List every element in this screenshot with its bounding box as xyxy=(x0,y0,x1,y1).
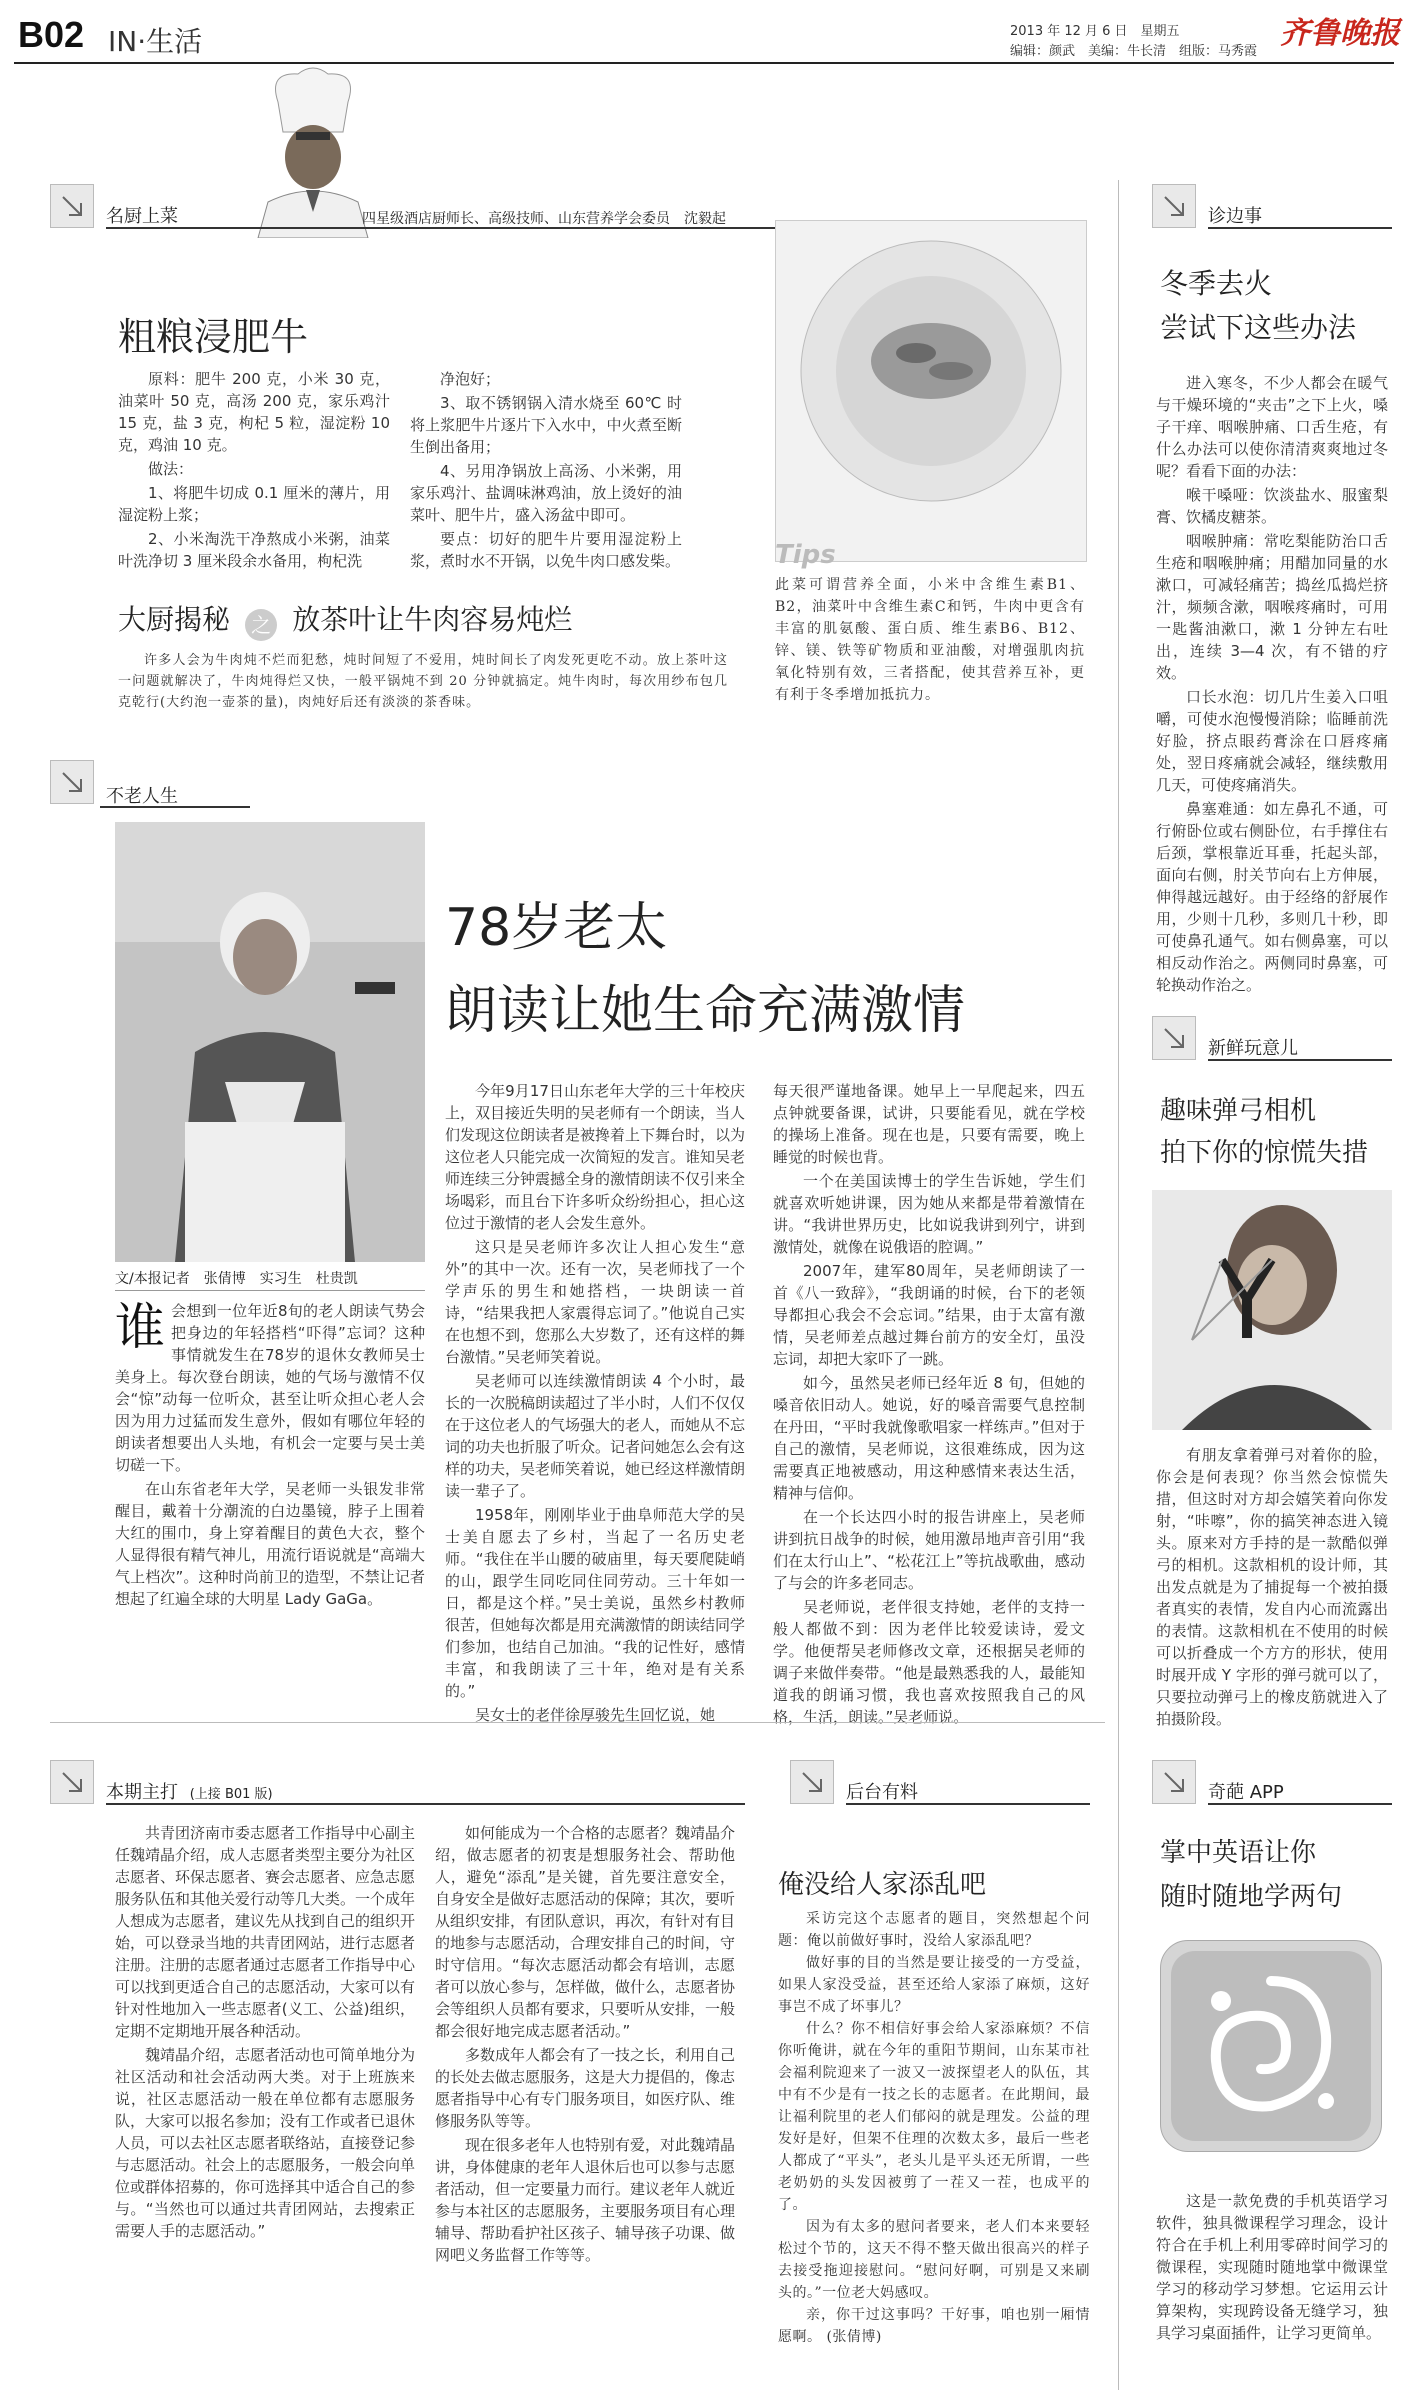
topic-paragraph: 共青团济南市委志愿者工作指导中心副主任魏靖晶介绍，成人志愿者类型主要分为社区志愿者、环保志愿者、赛会志愿者、应急志愿服务队伍和其他关爱行动等几大类。一个成年人想成为志愿者，建议先从找到自己的组织开始，可以登录当地的共青团网站，进行志愿者注册。注册的志愿者通过志愿者工作指导中心可以找到更适合自己的志愿活动，大家可以有针对性地加入一些志愿者(义工、公益)组织，定期不定期地开展各种活动。 xyxy=(115,1824,416,2040)
masthead xyxy=(0,0,1409,62)
elder-byline: 文/本报记者 张倩博 实习生 杜贵凯 xyxy=(115,1271,358,1287)
secret-title: 放茶叶让牛肉容易炖烂 xyxy=(292,603,573,636)
elder-paragraph: 在山东省老年大学，吴老师一头银发非常醒目，戴着十分潮流的白边墨镜，脖子上围着大红的围巾，身上穿着醒目的黄色大衣，整个人显得很有精气神儿，用流行语说就是“高端大气上档次”。这种时尚前卫的造型，不禁让记者想起了红遍全球的大明星 Lady GaGa。 xyxy=(115,1480,425,1608)
arrow-icon xyxy=(790,1760,834,1804)
backstage-title: 俺没给人家添乱吧 xyxy=(778,1870,987,1900)
backstage-closing: 亲，你干过这事吗？干好事，咱也别一厢情愿啊。 xyxy=(778,2307,1090,2345)
section-label: 后台有料 xyxy=(846,1782,918,1803)
backstage-signature: (张倩博) xyxy=(826,2329,882,2345)
newspaper-logo: 齐鲁晚报 xyxy=(1280,16,1400,51)
slingshot-body xyxy=(1156,1444,1388,1732)
elder-paragraph: 一个在美国读博士的学生告诉她，学生们就喜欢听她讲课，因为她从来都是带着激情在讲。“我讲世界历史，比如说我讲到列宁，讲到激情处，就像在说俄语的腔调。” xyxy=(773,1172,1085,1256)
app-section-header xyxy=(1152,1760,1392,1804)
elder-paragraph: 今年9月17日山东老年大学的三十年校庆上，双目接近失明的吴老师有一个朗读，当人们发现这位朗读者是被搀着上下舞台时，以为这位老人只能完成一次简短的发言。谁知吴老师连续三分钟震撼全身的激情朗读不仅引来全场喝彩，而且台下许多听众纷纷担心，担心这位过于激情的老人会发生意外。 xyxy=(445,1082,746,1232)
recipe-column-1 xyxy=(118,368,390,574)
secret-connector: 之 xyxy=(245,609,277,641)
elder-lead-text: 会想到一位年近8旬的老人朗读气势会把身边的年轻搭档“吓得”忘词？这种事情就发生在78岁的退休女教师吴士美身上。每次登台朗读，她的气场与激情不仅会“惊”动每一位听众，甚至让听众担心老人会因为用力过猛而发生意外，假如有哪位年轻的朗读者想要出人头地，有机会一定要与吴士美切磋一下。 xyxy=(115,1302,425,1474)
health-paragraph: 口长水泡：切几片生姜入口咀嚼，可使水泡慢慢消除；临睡前洗好脸，挤点眼药膏涂在口唇疼痛处，翌日疼痛就会减轻，继续敷用几天，可使疼痛消失。 xyxy=(1156,688,1388,794)
elder-photo xyxy=(115,822,425,1262)
health-paragraph: 喉干嗓哑：饮淡盐水、服蜜梨膏、饮橘皮糖茶。 xyxy=(1156,486,1388,526)
elder-paragraph: 如今，虽然吴老师已经年近 8 旬，但她的嗓音依旧动人。她说，好的嗓音需要气息控制在丹田，“平时我就像歌唱家一样练声。”但对于自己的激情，吴老师说，这很难练成，因为这需要真正地被感动，用这种感情来表达生活，精神与信仰。 xyxy=(773,1374,1085,1502)
tips-label: Tips xyxy=(775,540,836,570)
arrow-icon xyxy=(1152,1016,1196,1060)
backstage-paragraph: 采访完这个志愿者的题目，突然想起个问题：俺以前做好事时，没给人家添乱吧？ xyxy=(778,1911,1090,1949)
recipe-paragraph: 做法： xyxy=(148,460,194,478)
section-label: 诊边事 xyxy=(1208,206,1262,227)
app-title-1: 掌中英语让你 xyxy=(1160,1838,1317,1868)
chef-credentials: 四星级酒店厨师长、高级技师、山东营养学会委员 沈毅起 xyxy=(362,211,726,227)
topic-paragraph: 现在很多老年人也特别有爱，对此魏靖晶讲，身体健康的老年人退休后也可以参与志愿者活动，但一定要量力而行。建议老年人就近参与本社区的志愿服务，主要服务项目有心理辅导、帮助看护社区孩子、辅导孩子功课、做网吧义务监督工作等等。 xyxy=(435,2136,736,2264)
arrow-icon xyxy=(50,1760,94,1804)
recipe-paragraph: 原料：肥牛 200 克，小米 30 克，油菜叶 50 克，高汤 200 克，家乐鸡汁 15 克，盐 3 克，枸杞 5 粒，湿淀粉 10 克，鸡油 10 克。 xyxy=(118,370,390,454)
slingshot-paragraph: 有朋友拿着弹弓对着你的脸，你会是何表现？你当然会惊慌失措，但这时对方却会嬉笑着向你发射，“咔嚓”，你的搞笑神态进入镜头。原来对方手持的是一款酷似弹弓的相机。这款相机的设计师，其出发点就是为了捕捉每一个被拍摄者真实的表情，发自内心而流露出的表情。这款相机在不使用的时候可以折叠成一个方方的形状，使用时展开成 Y 字形的弹弓就可以了，只要拉动弹弓上的橡皮筋就进入了拍摄阶段。 xyxy=(1156,1446,1388,1728)
app-icon xyxy=(1160,1940,1382,2152)
recipe-title: 粗粮浸肥牛 xyxy=(118,315,309,359)
recipe-paragraph: 2、小米淘洗干净熬成小米粥，油菜叶洗净切 3 厘米段余水备用，枸杞洗 xyxy=(118,530,390,570)
slingshot-title-2: 拍下你的惊慌失措 xyxy=(1160,1138,1369,1168)
section-label: 新鲜玩意儿 xyxy=(1208,1038,1298,1059)
elder-title-1: 78岁老太 xyxy=(445,898,668,958)
elder-paragraph: 1958年，刚刚毕业于曲阜师范大学的吴士美自愿去了乡村，当起了一名历史老师。“我住在半山腰的破庙里，每天要爬陡峭的山，跟学生同吃同住同劳动。三十年如一日，都是这个样。”吴士美说，虽然乡村教师很苦，但她每次都是用充满激情的朗读结同学们参加，也结自己加油。“我的记性好，感情丰富，和我朗读了三十年，绝对是有关系的。” xyxy=(445,1506,746,1700)
section-label: 奇葩 APP xyxy=(1208,1782,1284,1803)
topic-paragraph: 如何能成为一个合格的志愿者？魏靖晶介绍，做志愿者的初衷是想服务社会、帮助他人，避免“添乱”是关键，首先要注意安全，自身安全是做好志愿活动的保障；其次，要听从组织安排，有团队意识，再次，有针对有目的地参与志愿活动，合理安排自己的时间，守时守信用。“每次志愿活动都会有培训，志愿者可以放心参与，怎样做，做什么，志愿者协会等组织人员都有要求，只要听从安排，一般都会很好地完成志愿者活动。” xyxy=(435,1824,736,2040)
elder-paragraph: 每天很严谨地备课。她早上一早爬起来，四五点钟就要备课，试讲，只要能看见，就在学校的操场上准备。现在也是，只要有需要，晚上睡觉的时候也背。 xyxy=(773,1082,1085,1166)
elder-paragraph: 吴老师说，老伴很支持她，老伴的支持一般人都做不到：因为老伴比较爱读诗，爱文学。他便帮吴老师修改文章，还根据吴老师的调子来做伴奏带。“他是最熟悉我的人，最能知道我的朗诵习惯，我也喜欢按照我自己的风格，生活，朗读。”吴老师说。 xyxy=(773,1598,1085,1726)
health-body xyxy=(1156,372,1388,998)
elder-column-3 xyxy=(773,1080,1085,1730)
section-label: 本期主打 xyxy=(106,1782,178,1803)
right-column-divider xyxy=(1118,180,1119,2390)
drop-cap: 谁 xyxy=(115,1298,165,1356)
topic-paragraph: 魏靖晶介绍，志愿者活动也可简单地分为社区活动和社会活动两大类。对于上班族来说，社区志愿活动一般在单位都有志愿服务队，大家可以报名参加；没有工作或者已退休人员，可以去社区志愿者联络站，直接登记参与志愿活动。社会上的志愿服务，一般会向单位或群体招募的，你可选择其中适合自己的参与。“当然也可以通过共青团网站，去搜索正需要人手的志愿活动。” xyxy=(115,2046,416,2240)
section-label: 名厨上菜 xyxy=(106,206,178,227)
slingshot-section-header xyxy=(1152,1016,1392,1060)
byline-rule xyxy=(115,1290,425,1291)
elder-column-2 xyxy=(445,1080,745,1728)
dish-photo xyxy=(775,220,1087,562)
elder-paragraph: 这只是吴老师许多次让人担心发生“意外”的其中一次。还有一次，吴老师找了一个学声乐的男生和她搭档，一块朗读一首诗，“结果我把人家震得忘词了。”他说自己实在也想不到，您那么大岁数了，还有这样的舞台激情。”吴老师笑着说。 xyxy=(445,1238,746,1366)
elder-section-header xyxy=(50,760,1100,807)
arrow-icon xyxy=(50,760,94,804)
date-line: 2013 年 12 月 6 日 星期五 xyxy=(1010,24,1180,39)
secret-text: 许多人会为牛肉炖不烂而犯愁，炖时间短了不爱用，炖时间长了肉发死更吃不动。放上茶叶这一问题就解决了，牛肉炖得烂又快，一般平锅炖不到 20 分钟就搞定。炖牛肉时，每次用纱布包几克乾行(大约泡一壶茶的量)，肉炖好后还有淡淡的茶香味。 xyxy=(118,653,728,710)
backstage-paragraph: 做好事的目的当然是要让接受的一方受益，如果人家没受益，甚至还给人家添了麻烦，这好事岂不成了坏事儿？ xyxy=(778,1955,1090,2015)
recipe-paragraph: 要点：切好的肥牛片要用湿淀粉上浆，煮时水不开锅，以免牛肉口感发柴。 xyxy=(410,530,682,570)
recipe-paragraph: 净泡好； xyxy=(440,370,501,388)
secret-prefix: 大厨揭秘 xyxy=(118,603,231,636)
topic-column-2 xyxy=(435,1822,735,2268)
health-section-header xyxy=(1152,184,1392,228)
elder-title-2: 朗读让她生命充满激情 xyxy=(445,981,966,1041)
topic-column-1 xyxy=(115,1822,415,2244)
app-paragraph: 这是一款免费的手机英语学习软件，独具微课程学习理念，设计符合在手机上利用零碎时间学习的微课程，实现随时随地掌中微课堂学习的移动学习梦想。它运用云计算架构，实现跨设备无缝学习，独具学习桌面插件，让学习更简单。 xyxy=(1156,2192,1388,2342)
health-title-1: 冬季去火 xyxy=(1160,267,1273,300)
slingshot-title-1: 趣味弹弓相机 xyxy=(1160,1096,1317,1126)
slingshot-photo xyxy=(1152,1190,1392,1430)
backstage-section-header xyxy=(790,1760,1090,1804)
tips-text: 此菜可谓营养全面，小米中含维生素B1、B2，油菜叶中含维生素C和钙，牛肉中更含有丰富的肌氨酸、蛋白质、维生素B6、B12、锌、镁、铁等矿物质和亚油酸，对增强肌肉抗氧化特别有效，三者搭配，使其营养互补，更有利于冬季增加抵抗力。 xyxy=(775,577,1085,703)
backstage-paragraph xyxy=(778,2304,1090,2348)
arrow-icon xyxy=(1152,1760,1196,1804)
topic-section-header xyxy=(50,1760,745,1804)
elder-paragraph: 2007年，建军80周年，吴老师朗读了一首《八一致辞》，“我朗诵的时候，台下的老领导都担心我会不会忘词。”结果，由于太富有激情，吴老师差点越过舞台前方的安全灯，虽没忘词，却把大家吓了一跳。 xyxy=(773,1262,1085,1368)
editor-line: 编辑：颜武 美编：牛长清 组版：马秀霞 xyxy=(1010,44,1258,59)
elder-paragraph xyxy=(115,1300,425,1476)
elder-paragraph: 在一个长达四小时的报告讲座上，吴老师讲到抗日战争的时候，她用激昂地声音引用“我们在太行山上”、“松花江上”等抗战歌曲，感动了与会的许多老同志。 xyxy=(773,1508,1085,1592)
health-title-2: 尝试下这些办法 xyxy=(1160,311,1357,344)
backstage-paragraph: 因为有太多的慰问者要来，老人们本来要轻松过个节的，这天不得不整天做出很高兴的样子去接受拖迎接慰问。“慰问好啊，可别是又来刷头的。”一位老大妈感叹。 xyxy=(778,2219,1090,2301)
section-name: IN·生活 xyxy=(108,25,203,58)
health-paragraph: 鼻塞难通：如左鼻孔不通，可行俯卧位或右侧卧位，右手撑住右后颈，掌根靠近耳垂，托起头部，面向右侧，肘关节向右上方伸展，伸得越远越好。由于经络的舒展作用，少则十几秒，多则几十秒，即可使鼻孔通气。如右侧鼻塞，可以相反动作治之。两侧同时鼻塞，可轮换动作治之。 xyxy=(1156,800,1388,994)
horizontal-divider xyxy=(50,1722,1105,1723)
masthead-rule xyxy=(14,62,1394,64)
health-paragraph: 进入寒冬，不少人都会在暖气与干燥环境的“夹击”之下上火，嗓子干痒、咽喉肿痛、口舌生疮，有什么办法可以使你清清爽爽地过冬呢？看看下面的办法： xyxy=(1156,374,1388,480)
secret-heading xyxy=(118,598,572,641)
elder-column-1 xyxy=(115,1300,425,1612)
page-number: B02 xyxy=(18,14,85,55)
backstage-paragraph: 什么？你不相信好事会给人家添麻烦？不信你听俺讲，就在今年的重阳节期间，山东某市社会福利院迎来了一波又一波探望老人的队伍，其中有不少是有一技之长的志愿者。在此期间，最让福利院里的老人们郁闷的就是理发。公益的理发好是好，但架不住理的次数太多，最后一些老人都成了“平头”，老头儿是平头还无所谓，一些老奶奶的头发因被剪了一茬又一茬，也成平的了。 xyxy=(778,2021,1090,2213)
section-label-note: (上接 B01 版) xyxy=(189,1787,273,1802)
recipe-paragraph: 1、将肥牛切成 0.1 厘米的薄片，用湿淀粉上浆； xyxy=(118,484,390,524)
app-body xyxy=(1156,2190,1388,2346)
arrow-icon xyxy=(50,184,94,228)
backstage-body xyxy=(778,1908,1090,2348)
health-paragraph: 咽喉肿痛：常吃梨能防治口舌生疮和咽喉肿痛；用醋加同量的水漱口，可减轻痛苦；捣丝瓜捣烂挤汁，频频含漱，咽喉疼痛时，可用一匙酱油漱口，漱 1 分钟左右吐出，连续 3—4 次，有不错的疗效。 xyxy=(1156,532,1388,682)
recipe-paragraph: 3、取不锈钢锅入清水烧至 60℃ 时将上浆肥牛片逐片下入水中，中火煮至断生倒出备用； xyxy=(410,394,682,456)
section-label: 不老人生 xyxy=(106,786,178,807)
topic-paragraph: 多数成年人都会有了一技之长，利用自己的长处去做志愿服务，这是大力提倡的，像志愿者指导中心有专门服务项目，如医疗队、维修服务队等等。 xyxy=(435,2046,736,2130)
recipe-column-2 xyxy=(410,368,682,574)
elder-paragraph: 吴老师可以连续激情朗读 4 个小时，最长的一次脱稿朗读超过了半小时，人们不仅仅在于这位老人的气场强大的老人，而她从不忘词的功夫也折服了听众。记者问她怎么会有这样的功夫，吴老师笑着说，她已经这样激情朗读一辈子了。 xyxy=(445,1372,746,1500)
arrow-icon xyxy=(1152,184,1196,228)
elder-paragraph: 吴女士的老伴徐厚骏先生回忆说，她 xyxy=(475,1706,716,1724)
app-title-2: 随时随地学两句 xyxy=(1160,1882,1343,1912)
recipe-paragraph: 4、另用净锅放上高汤、小米粥，用家乐鸡汁、盐调味淋鸡油，放上烫好的油菜叶、肥牛片，盛入汤盆中即可。 xyxy=(410,462,682,524)
